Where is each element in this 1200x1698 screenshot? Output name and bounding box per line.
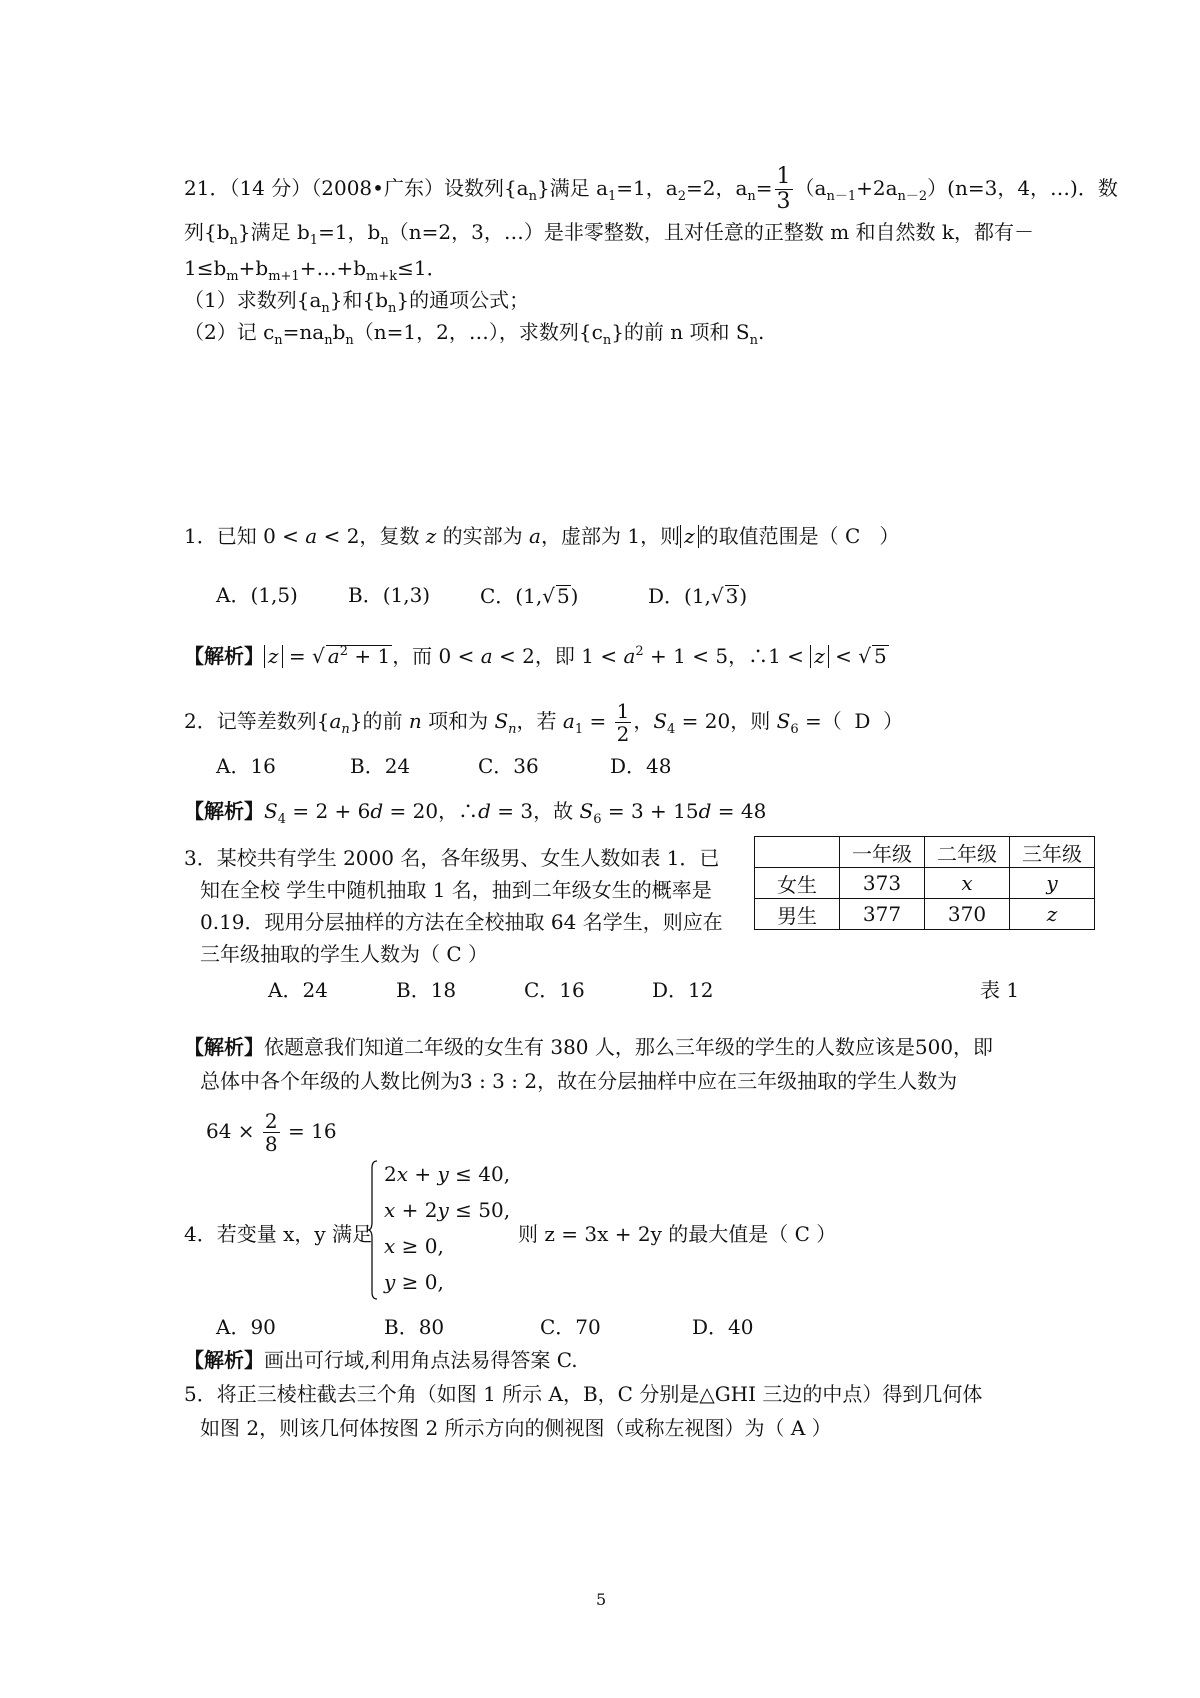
q2-option-a: A．16 bbox=[216, 754, 276, 778]
q21-line-3: $1\le b_m+b_{m+1}+\dots+b_{m+k}\le 1$． bbox=[184, 256, 447, 284]
q4-option-a: A．90 bbox=[216, 1315, 276, 1339]
q5-line-2: 如图 2，则该几何体按图 2 所示方向的侧视图（或称左视图）为（ A ） bbox=[200, 1416, 832, 1440]
table-cell: 男生 bbox=[755, 899, 840, 930]
constraint-2: x + 2y ≤ 50, bbox=[384, 1198, 511, 1222]
q4-question-suffix: 则 z = 3x + 2y 的最大值是（ C ） bbox=[518, 1222, 837, 1246]
q3-analysis-label: 【解析】 bbox=[184, 1035, 264, 1059]
table-cell: x bbox=[925, 868, 1010, 899]
q3-option-a: A．24 bbox=[268, 978, 328, 1002]
q21-line-2: 列$\{b_n\}$满足 $b_1=1$，$b_n(n=2$，3，…）是非零整数，且对任意的正整数 m 和自然数 k，都有－ bbox=[184, 220, 1034, 248]
q3-analysis-formula: 64 × $\frac{2}{8}$ = 16 bbox=[206, 1109, 337, 1156]
q3-option-b: B．18 bbox=[396, 978, 457, 1002]
q4-option-d: D．40 bbox=[692, 1315, 754, 1339]
table-cell: y bbox=[1010, 868, 1095, 899]
table-cell: 373 bbox=[840, 868, 925, 899]
q2-option-b: B．24 bbox=[350, 754, 411, 778]
table-cell: 二年级 bbox=[925, 837, 1010, 868]
q3-option-d: D．12 bbox=[652, 978, 714, 1002]
table-cell: 一年级 bbox=[840, 837, 925, 868]
q2-question: 2．记等差数列$\{a_n\}$的前 n 项和为 $S_n$，若 $a_1$ = $\frac{1}{2}$ ，$S_4 = 20$，则 $S_6$ =（ D ） bbox=[184, 699, 904, 746]
q5-line-1: 5．将正三棱柱截去三个角（如图 1 所示 A，B，C 分别是△GHI 三边的中点）得到几何体 bbox=[184, 1382, 983, 1406]
q2-option-d: D．48 bbox=[610, 754, 672, 778]
q4-question-prefix: 4．若变量 x，y 满足 bbox=[184, 1222, 373, 1246]
q4-analysis bbox=[184, 1350, 578, 1370]
q1-option-b: B．(1,3) bbox=[348, 583, 431, 607]
constraint-1: 2x + y ≤ 40, bbox=[384, 1162, 511, 1186]
q3-analysis-line-2: 总体中各个年级的人数比例为3 : 3 : 2，故在分层抽样中应在三年级抽取的学生人数为 bbox=[200, 1069, 958, 1093]
q3-line-3: 0.19．现用分层抽样的方法在全校抽取 64 名学生，则应在 bbox=[200, 910, 723, 934]
q3-analysis-text-1: 依题意我们知道二年级的女生有 380 人，那么三年级的学生的人数应该是500，即 bbox=[264, 1035, 994, 1059]
table-caption: 表 1 bbox=[980, 978, 1020, 1002]
q3-line-2: 知在全校 学生中随机抽取 1 名，抽到二年级女生的概率是 bbox=[200, 878, 712, 902]
table-cell: 女生 bbox=[755, 868, 840, 899]
q2-analysis-label: 【解析】 bbox=[184, 799, 264, 823]
q3-option-c: C．16 bbox=[524, 978, 585, 1002]
q1-option-a: A．(1,5) bbox=[216, 583, 298, 607]
q21-line2-text: 列{b bbox=[184, 220, 230, 244]
q21-line-1: 21．（14 分）（2008•广东）设数列$\{a_n\}$满足 $a_1=1$，$a_2=2$，$a_n=$ $\frac{1}{3}$ $(a_{n-1}+2a_{n-2})(n=3$，4，…)．数 bbox=[184, 164, 1118, 215]
table-row bbox=[755, 899, 1095, 930]
table-cell: 三年级 bbox=[1010, 837, 1095, 868]
q21-part1-text: （1）求数列{a bbox=[184, 288, 322, 312]
q3-line-4: 三年级抽取的学生人数为（ C ） bbox=[200, 942, 489, 966]
grade-table bbox=[754, 836, 1095, 930]
q4-analysis-label: 【解析】 bbox=[184, 1348, 264, 1372]
system-brace bbox=[368, 1160, 378, 1300]
q21-line3-text: 1≤b bbox=[184, 256, 227, 280]
constraint-3: x ≥ 0, bbox=[384, 1234, 444, 1258]
q21-part2-text: （2）记 c bbox=[184, 320, 275, 344]
q1-option-c: C．(1,√ 5) bbox=[480, 584, 579, 608]
q2-analysis: 【解析】$S_4 = 2 + 6d = 20$，∴d = 3，故 $S_6 = 3 + 15d = 48$ bbox=[184, 799, 767, 827]
q21-part-1: （1）求数列$\{a_n\}$和$\{b_n\}$的通项公式； bbox=[184, 288, 530, 316]
q1-question: 1．已知 0 < a < 2，复数 z 的实部为 a，虚部为 1，则 z 的取值范围是（ C ） bbox=[184, 524, 900, 548]
table-header-row bbox=[755, 837, 1095, 868]
constraint-4: y ≥ 0, bbox=[384, 1270, 444, 1294]
table-cell: z bbox=[1010, 899, 1095, 930]
table-cell: 377 bbox=[840, 899, 925, 930]
table-row bbox=[755, 868, 1095, 899]
table-cell: 370 bbox=[925, 899, 1010, 930]
q21-head-text: 21．（14 分）（2008•广东）设数列{a bbox=[184, 176, 529, 201]
q4-option-b: B．80 bbox=[384, 1315, 445, 1339]
page-number: 5 bbox=[596, 1590, 607, 1609]
q3-line-1: 3．某校共有学生 2000 名，各年级男、女生人数如表 1．已 bbox=[184, 846, 720, 870]
q4-option-c: C．70 bbox=[540, 1315, 601, 1339]
q1-analysis-label: 【解析】 bbox=[184, 644, 264, 668]
q2-option-c: C．36 bbox=[478, 754, 539, 778]
q1-analysis: 【解析】 z = √ $a^2 + 1$ ，而 0 < a < 2，即 $1 < a^2 + 1 < 5$，∴1 < z < √ 5 bbox=[184, 644, 887, 668]
table-cell bbox=[755, 837, 840, 868]
q4-analysis-text: 画出可行域,利用角点法易得答案 C. bbox=[264, 1348, 578, 1372]
q1-option-d: D．(1,√ 3) bbox=[648, 584, 748, 608]
q3-analysis-line-1 bbox=[184, 1037, 993, 1057]
q21-part-2: （2）记 $c_n=na_nb_n(n=1$，2，…），求数列$\{c_n\}$的前 n 项和 $S_n$. bbox=[184, 320, 765, 348]
